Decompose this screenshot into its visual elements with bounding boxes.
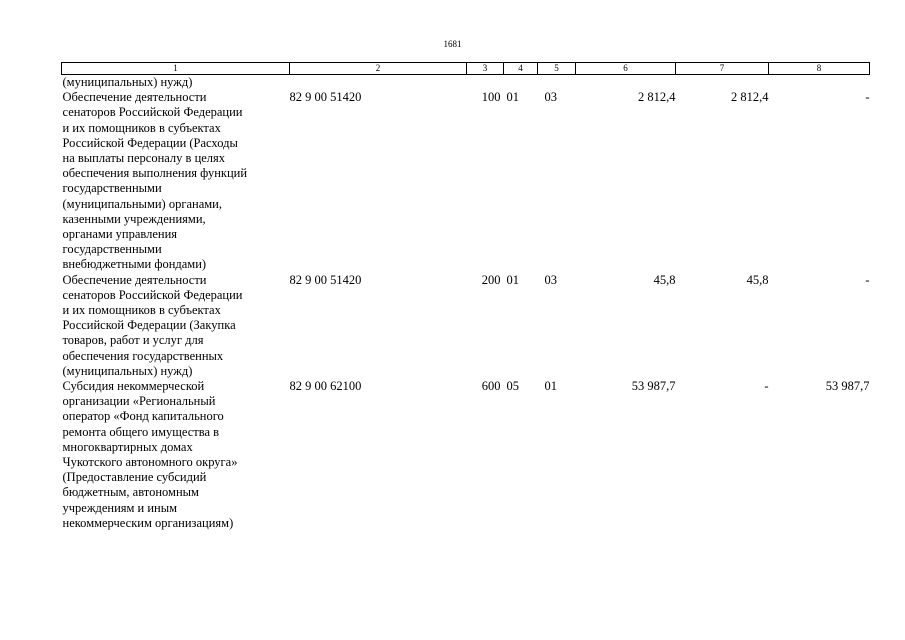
amount-total: 2 812,4 <box>638 90 676 105</box>
row-name-line: государственными <box>62 181 162 196</box>
table-row <box>62 379 870 531</box>
row-name-line: организации «Региональный <box>62 394 216 409</box>
expense-type-code: 100 <box>481 90 501 105</box>
row-name-line: сенаторов Российской Федерации <box>62 287 243 302</box>
amount-col-8: 53 987,7 <box>825 379 870 394</box>
row-name-line: и их помощников в субъектах <box>62 120 221 135</box>
continuation-row <box>62 75 870 91</box>
amount-total: 53 987,7 <box>631 379 676 394</box>
row-name-line: Обеспечение деятельности <box>62 90 207 105</box>
row-name <box>62 90 290 272</box>
subsection-code: 03 <box>544 272 557 287</box>
row-name-line: внебюджетными фондами) <box>62 257 207 272</box>
row-name-line: Обеспечение деятельности <box>62 272 207 287</box>
subsection-code: 01 <box>544 379 557 394</box>
row-name-line: (Предоставление субсидий <box>62 470 207 485</box>
row-name <box>62 273 290 379</box>
table-header <box>62 63 870 75</box>
row-name-line: государственными <box>62 242 162 257</box>
page-number: 1681 <box>443 39 462 49</box>
amount-col-8: - <box>865 90 870 105</box>
row-name-line: некоммерческим организациям) <box>62 515 234 530</box>
target-article-code: 82 9 00 51420 <box>289 272 362 287</box>
header-col-7: 7 <box>676 63 769 75</box>
row-name-line: товаров, работ и услуг для <box>62 333 204 348</box>
header-col-8: 8 <box>769 63 870 75</box>
row-name-line: учреждениям и иным <box>62 500 178 515</box>
row-name-line: бюджетным, автономным <box>62 485 199 500</box>
header-col-2: 2 <box>290 63 467 75</box>
section-code: 01 <box>506 272 519 287</box>
header-col-6: 6 <box>576 63 676 75</box>
subsection-code: 03 <box>544 90 557 105</box>
row-name-line: Субсидия некоммерческой <box>62 379 205 394</box>
row-name-line: органами управления <box>62 227 178 242</box>
row-name-line: сенаторов Российской Федерации <box>62 105 243 120</box>
continuation-text: (муниципальных) нужд) <box>62 75 193 89</box>
amount-col-7: - <box>764 379 769 394</box>
header-col-4: 4 <box>504 63 538 75</box>
amount-col-7: 2 812,4 <box>731 90 769 105</box>
header-row <box>62 63 870 75</box>
row-name-line: обеспечения государственных <box>62 348 224 363</box>
amount-col-7: 45,8 <box>746 272 769 287</box>
section-code: 01 <box>506 90 519 105</box>
row-name-line: и их помощников в субъектах <box>62 303 221 318</box>
table-row <box>62 273 870 379</box>
row-name-line: казенными учреждениями, <box>62 211 206 226</box>
header-col-5: 5 <box>538 63 576 75</box>
row-name-line: на выплаты персоналу в целях <box>62 151 226 166</box>
target-article-code: 82 9 00 62100 <box>289 379 362 394</box>
header-col-3: 3 <box>467 63 504 75</box>
row-name-line: Российской Федерации (Расходы <box>62 135 238 150</box>
row-name-line: Чукотского автономного округа» <box>62 455 238 470</box>
row-name-line: (муниципальных) нужд) <box>62 363 193 378</box>
target-article-code: 82 9 00 51420 <box>289 90 362 105</box>
row-name <box>62 379 290 531</box>
row-name-line: ремонта общего имущества в <box>62 424 220 439</box>
row-name-line: многоквартирных домах <box>62 439 193 454</box>
row-name-line: оператор «Фонд капитального <box>62 409 224 424</box>
expense-type-code: 600 <box>481 379 501 394</box>
row-name-line: обеспечения выполнения функций <box>62 166 248 181</box>
expense-type-code: 200 <box>481 272 501 287</box>
row-name-line: Российской Федерации (Закупка <box>62 318 236 333</box>
table-row <box>62 90 870 272</box>
amount-total: 45,8 <box>653 272 676 287</box>
amount-col-8: - <box>865 272 870 287</box>
budget-table <box>61 62 870 531</box>
row-name-line: (муниципальными) органами, <box>62 196 222 211</box>
header-col-1: 1 <box>62 63 290 75</box>
table-body <box>62 75 870 532</box>
section-code: 05 <box>506 379 519 394</box>
